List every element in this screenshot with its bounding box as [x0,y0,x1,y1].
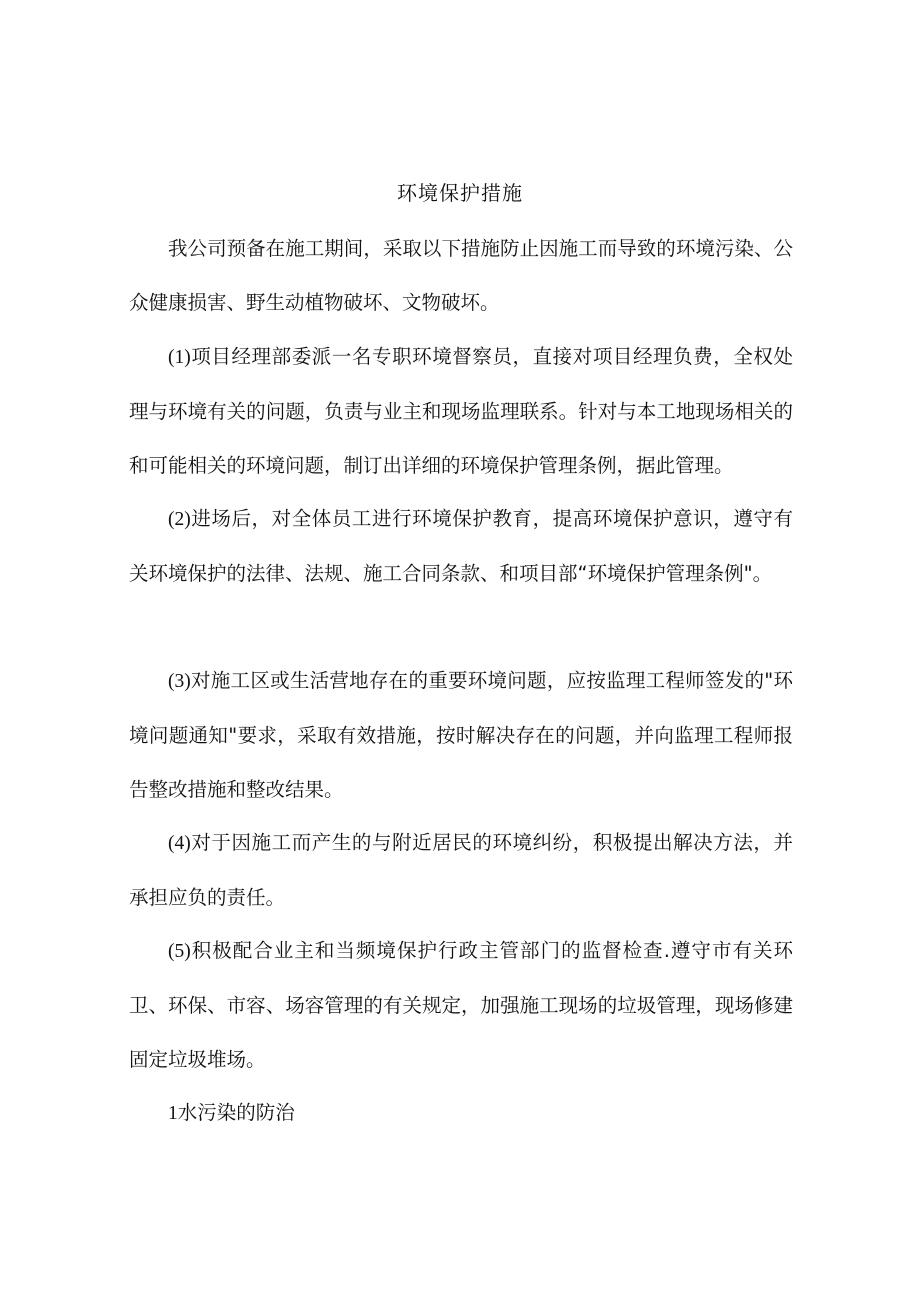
intro-paragraph [129,222,793,330]
measure-5-number: (5) [168,941,191,962]
measure-3-paragraph [129,654,793,817]
measure-5-paragraph [129,924,793,1087]
measure-1-paragraph [129,330,793,493]
measure-2-number: (2) [168,509,191,530]
measure-2-text: 进场后，对全体员工进行环境保护教育，提高环境保护意识，遵守有关环境保护的法律、法规、施工合同条款、和项目部“环境保护管理条例"。 [129,507,793,585]
measure-4-text: 对于因施工而产生的与附近居民的环境纠纷，积极提出解决方法，并承担应负的责任。 [129,831,793,909]
measure-1-number: (1) [168,347,191,368]
intro-text: 我公司预备在施工期间，采取以下措施防止因施工而导致的环境污染、公众健康损害、野生动植物破坏、文物破坏。 [129,237,793,314]
subheading-number: 1 [168,1103,178,1124]
measure-2-paragraph [129,492,793,601]
measure-3-text: 对施工区或生活营地存在的重要环境问题，应按监理工程师签发的"环境问题通知"要求，采取有效措施，按时解决存在的问题，并向监理工程师报告整改措施和整改结果。 [129,669,793,801]
measure-5-text: 积极配合业主和当频境保护行政主管部门的监督检查.遵守市有关环卫、环保、市容、场容管理的有关规定，加强施工现场的垃圾管理，现场修建固定垃圾堆场。 [129,939,793,1071]
measure-1-text: 项目经理部委派一名专职环境督察员，直接对项目经理负费，全权处理与环境有关的问题，负责与业主和现场监理联系。针对与本工地现场相关的和可能相关的环境问题，制订出详细的环境保护管理条例，据此管理。 [129,345,793,477]
measure-4-number: (4) [168,833,191,854]
document-title: 环境保护措施 [397,181,523,205]
subheading-text: 水污染的防治 [177,1101,295,1124]
measure-3-number: (3) [168,671,191,692]
section-subheading [129,1086,793,1141]
measure-4-paragraph [129,816,793,925]
